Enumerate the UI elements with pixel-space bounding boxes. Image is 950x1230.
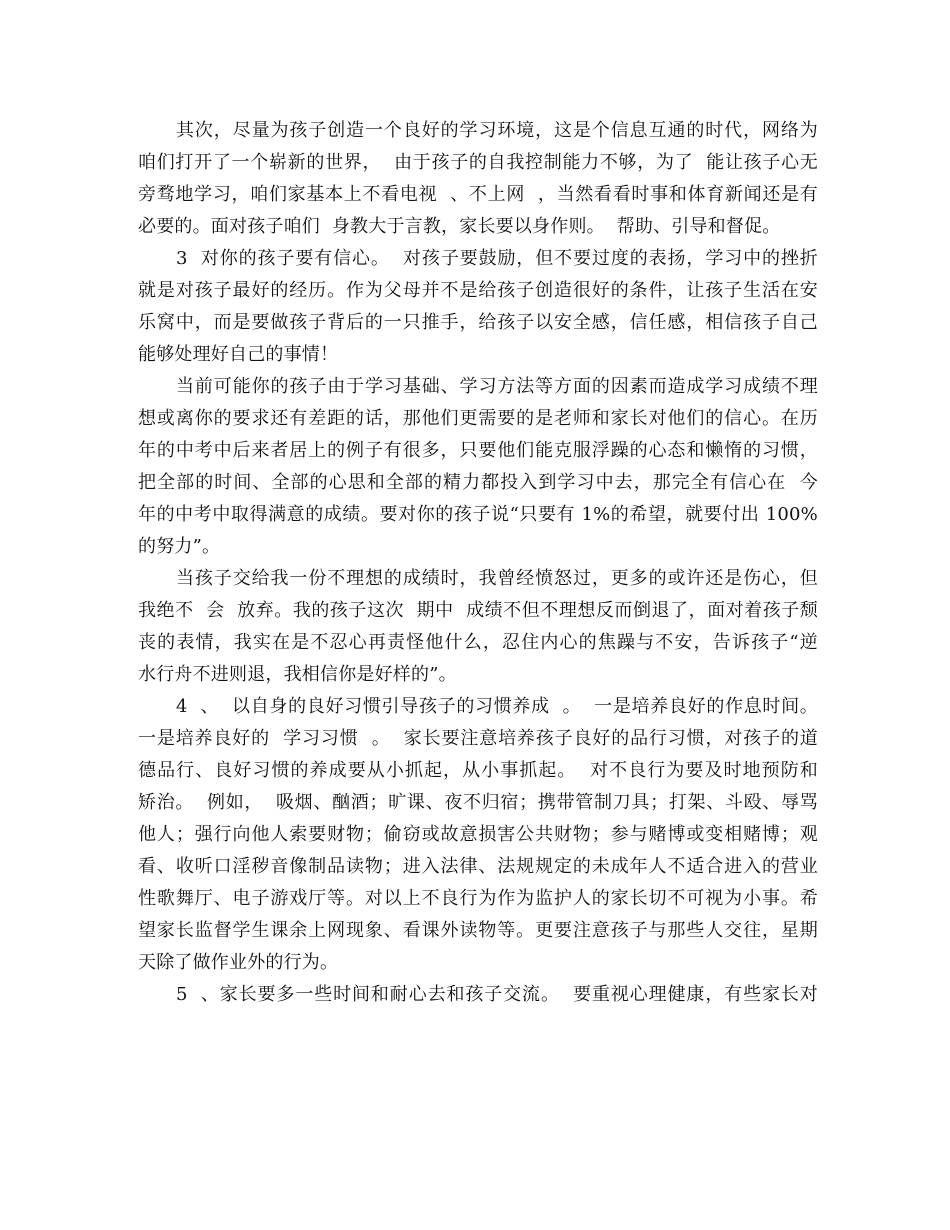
paragraph-line: 一是培养良好的 学习习惯 。 家长要注意培养孩子良好的品行习惯，对孩子的道: [138, 728, 818, 749]
paragraph-line: 矫治。 例如， 吸烟、酗酒；旷课、夜不归宿；携带管制刀具；打架、斗殴、辱骂: [138, 792, 818, 813]
paragraph-line: 性歌舞厅、电子游戏厅等。对以上不良行为作为监护人的家长切不可视为小事。希: [138, 888, 818, 909]
paragraph-line: 其次，尽量为孩子创造一个良好的学习环境，这是个信息互通的时代，网络为: [176, 120, 818, 141]
paragraph-line: 必要的。面对孩子咱们 身教大于言教，家长要以身作则。 帮助、引导和督促。: [138, 216, 781, 237]
paragraph-line: 想或离你的要求还有差距的话，那他们更需要的是老师和家长对他们的信心。在历: [138, 408, 818, 429]
paragraph-line: 他人；强行向他人索要财物；偷窃或故意损害公共财物；参与赌博或变相赌博；观: [138, 824, 818, 845]
paragraph-line: 丧的表情，我实在是不忍心再责怪他什么，忍住内心的焦躁与不安，告诉孩子“逆: [138, 632, 818, 653]
paragraph-line: 的努力”。: [138, 536, 221, 557]
paragraph-line: 5 、家长要多一些时间和耐心去和孩子交流。 要重视心理健康，有些家长对: [176, 984, 818, 1005]
paragraph-line: 天除了做作业外的行为。: [138, 952, 339, 973]
paragraph-line: 德品行、良好习惯的养成要从小抓起，从小事抓起。 对不良行为要及时地预防和: [138, 760, 818, 781]
paragraph-line: 3 对你的孩子要有信心。 对孩子要鼓励，但不要过度的表扬，学习中的挫折: [176, 248, 818, 269]
paragraph-line: 年的中考中取得满意的成绩。要对你的孩子说“只要有 1%的希望，就要付出 100%: [138, 504, 818, 525]
paragraph-line: 我绝不 会 放弃。我的孩子这次 期中 成绩不但不理想反而倒退了，面对着孩子颓: [138, 600, 818, 621]
paragraph-line: 把全部的时间、全部的心思和全部的精力都投入到学习中去，那完全有信心在 今: [138, 472, 818, 493]
paragraph-line: 就是对孩子最好的经历。作为父母并不是给孩子创造很好的条件，让孩子生活在安: [138, 280, 818, 301]
paragraph-line: 水行舟不进则退，我相信你是好样的”。: [138, 664, 457, 685]
paragraph-line: 看、收听口淫秽音像制品读物；进入法律、法规规定的未成年人不适合进入的营业: [138, 856, 818, 877]
paragraph-line: 乐窝中，而是要做孩子背后的一只推手，给孩子以安全感，信任感，相信孩子自己: [138, 312, 818, 333]
paragraph-line: 旁骛地学习，咱们家基本上不看电视 、不上网 ，当然看看时事和体育新闻还是有: [138, 184, 818, 205]
paragraph-line: 能够处理好自己的事情！: [138, 344, 339, 365]
paragraph-line: 咱们打开了一个崭新的世界， 由于孩子的自我控制能力不够，为了 能让孩子心无: [138, 152, 818, 173]
paragraph-line: 当孩子交给我一份不理想的成绩时，我曾经愤怒过，更多的或许还是伤心，但: [176, 568, 818, 589]
paragraph-line: 年的中考中后来者居上的例子有很多，只要他们能克服浮躁的心态和懒惰的习惯，: [138, 440, 818, 461]
paragraph-line: 4 、 以自身的良好习惯引导孩子的习惯养成 。 一是培养良好的作息时间。: [176, 696, 818, 717]
paragraph-line: 当前可能你的孩子由于学习基础、学习方法等方面的因素而造成学习成绩不理: [176, 376, 818, 397]
paragraph-line: 望家长监督学生课余上网现象、看课外读物等。更要注意孩子与那些人交往，星期: [138, 920, 818, 941]
